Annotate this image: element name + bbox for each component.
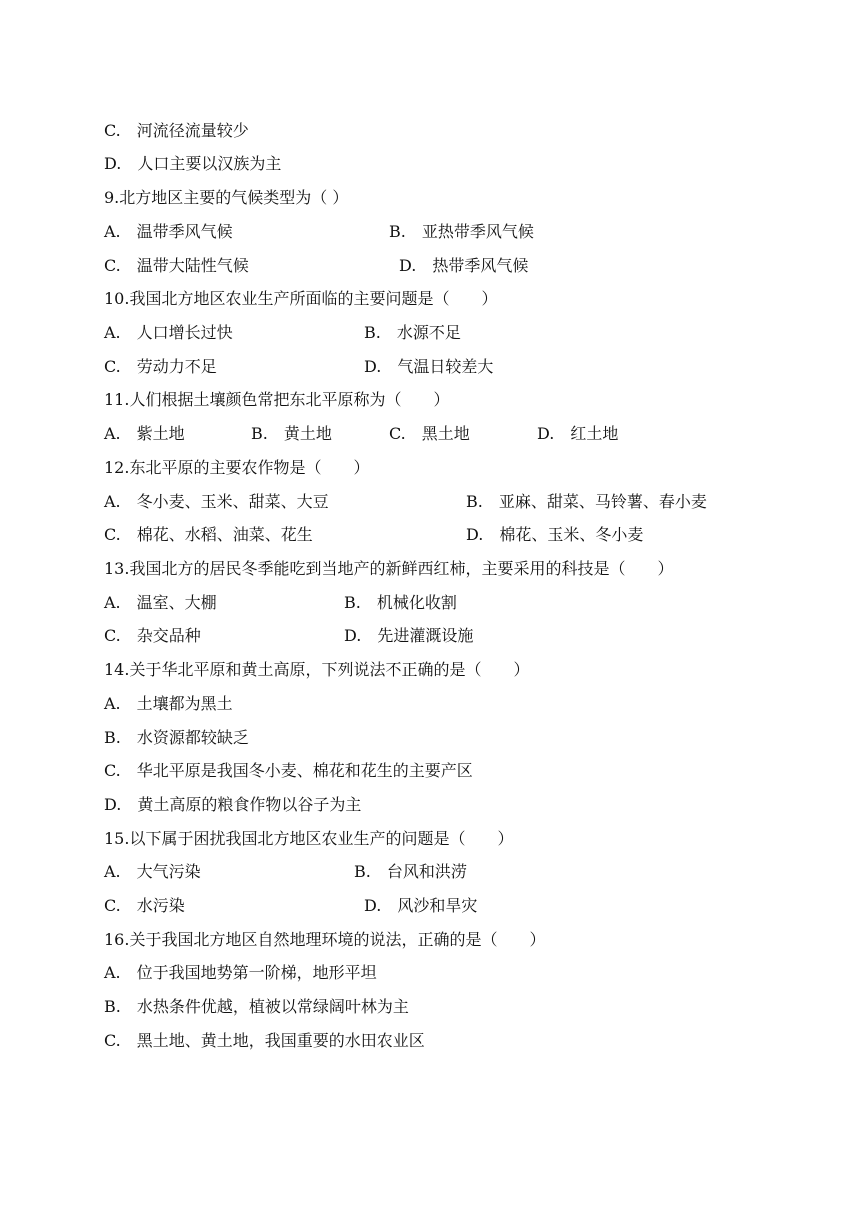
option-text: A. 温室、大棚 — [104, 593, 217, 612]
line-text: 9.北方地区主要的气候类型为（ ） — [104, 188, 349, 207]
line-text: C. 黑土地、黄土地，我国重要的水田农业区 — [104, 1031, 425, 1050]
option-text: A. 紫土地 — [104, 424, 185, 443]
line-text: 15.以下属于困扰我国北方地区农业生产的问题是（ ） — [104, 829, 514, 848]
line-text: 10.我国北方地区农业生产所面临的主要问题是（ ） — [104, 289, 498, 308]
line-text: A. 土壤都为黑土 — [104, 694, 233, 713]
option-text: C. 劳动力不足 — [104, 357, 217, 376]
option-text: D. 先进灌溉设施 — [344, 626, 474, 645]
line-text: D. 人口主要以汉族为主 — [104, 154, 282, 173]
option-text: D. 棉花、玉米、冬小麦 — [466, 525, 644, 544]
option-text: D. 风沙和旱灾 — [364, 896, 478, 915]
line-text: 11.人们根据土壤颜色常把东北平原称为（ ） — [104, 390, 450, 409]
line-text: B. 水资源都较缺乏 — [104, 728, 249, 747]
line-text: C. 河流径流量较少 — [104, 121, 249, 140]
option-text: C. 棉花、水稻、油菜、花生 — [104, 525, 313, 544]
option-text: B. 黄土地 — [251, 424, 332, 443]
option-text: C. 杂交品种 — [104, 626, 201, 645]
option-text: B. 亚麻、甜菜、马铃薯、春小麦 — [466, 492, 707, 511]
line-text: C. 华北平原是我国冬小麦、棉花和花生的主要产区 — [104, 761, 473, 780]
option-text: A. 大气污染 — [104, 862, 201, 881]
option-text: A. 温带季风气候 — [104, 222, 233, 241]
option-text: D. 热带季风气候 — [399, 256, 529, 275]
option-text: A. 人口增长过快 — [104, 323, 233, 342]
option-text: D. 红土地 — [537, 424, 619, 443]
option-text: B. 水源不足 — [364, 323, 461, 342]
option-text: B. 机械化收割 — [344, 593, 457, 612]
option-text: D. 气温日较差大 — [364, 357, 494, 376]
option-text: C. 水污染 — [104, 896, 185, 915]
line-text: 13.我国北方的居民冬季能吃到当地产的新鲜西红柿，主要采用的科技是（ ） — [104, 559, 674, 578]
line-text: 16.关于我国北方地区自然地理环境的说法，正确的是（ ） — [104, 930, 546, 949]
line-text: B. 水热条件优越，植被以常绿阔叶林为主 — [104, 997, 409, 1016]
line-text: D. 黄土高原的粮食作物以谷子为主 — [104, 795, 362, 814]
line-text: A. 位于我国地势第一阶梯，地形平坦 — [104, 963, 377, 982]
option-text: B. 亚热带季风气候 — [389, 222, 534, 241]
option-text: B. 台风和洪涝 — [354, 862, 467, 881]
option-text: C. 黑土地 — [389, 424, 470, 443]
line-text: 14.关于华北平原和黄土高原，下列说法不正确的是（ ） — [104, 660, 530, 679]
line-text: 12.东北平原的主要农作物是（ ） — [104, 458, 370, 477]
option-text: A. 冬小麦、玉米、甜菜、大豆 — [104, 492, 329, 511]
option-text: C. 温带大陆性气候 — [104, 256, 249, 275]
